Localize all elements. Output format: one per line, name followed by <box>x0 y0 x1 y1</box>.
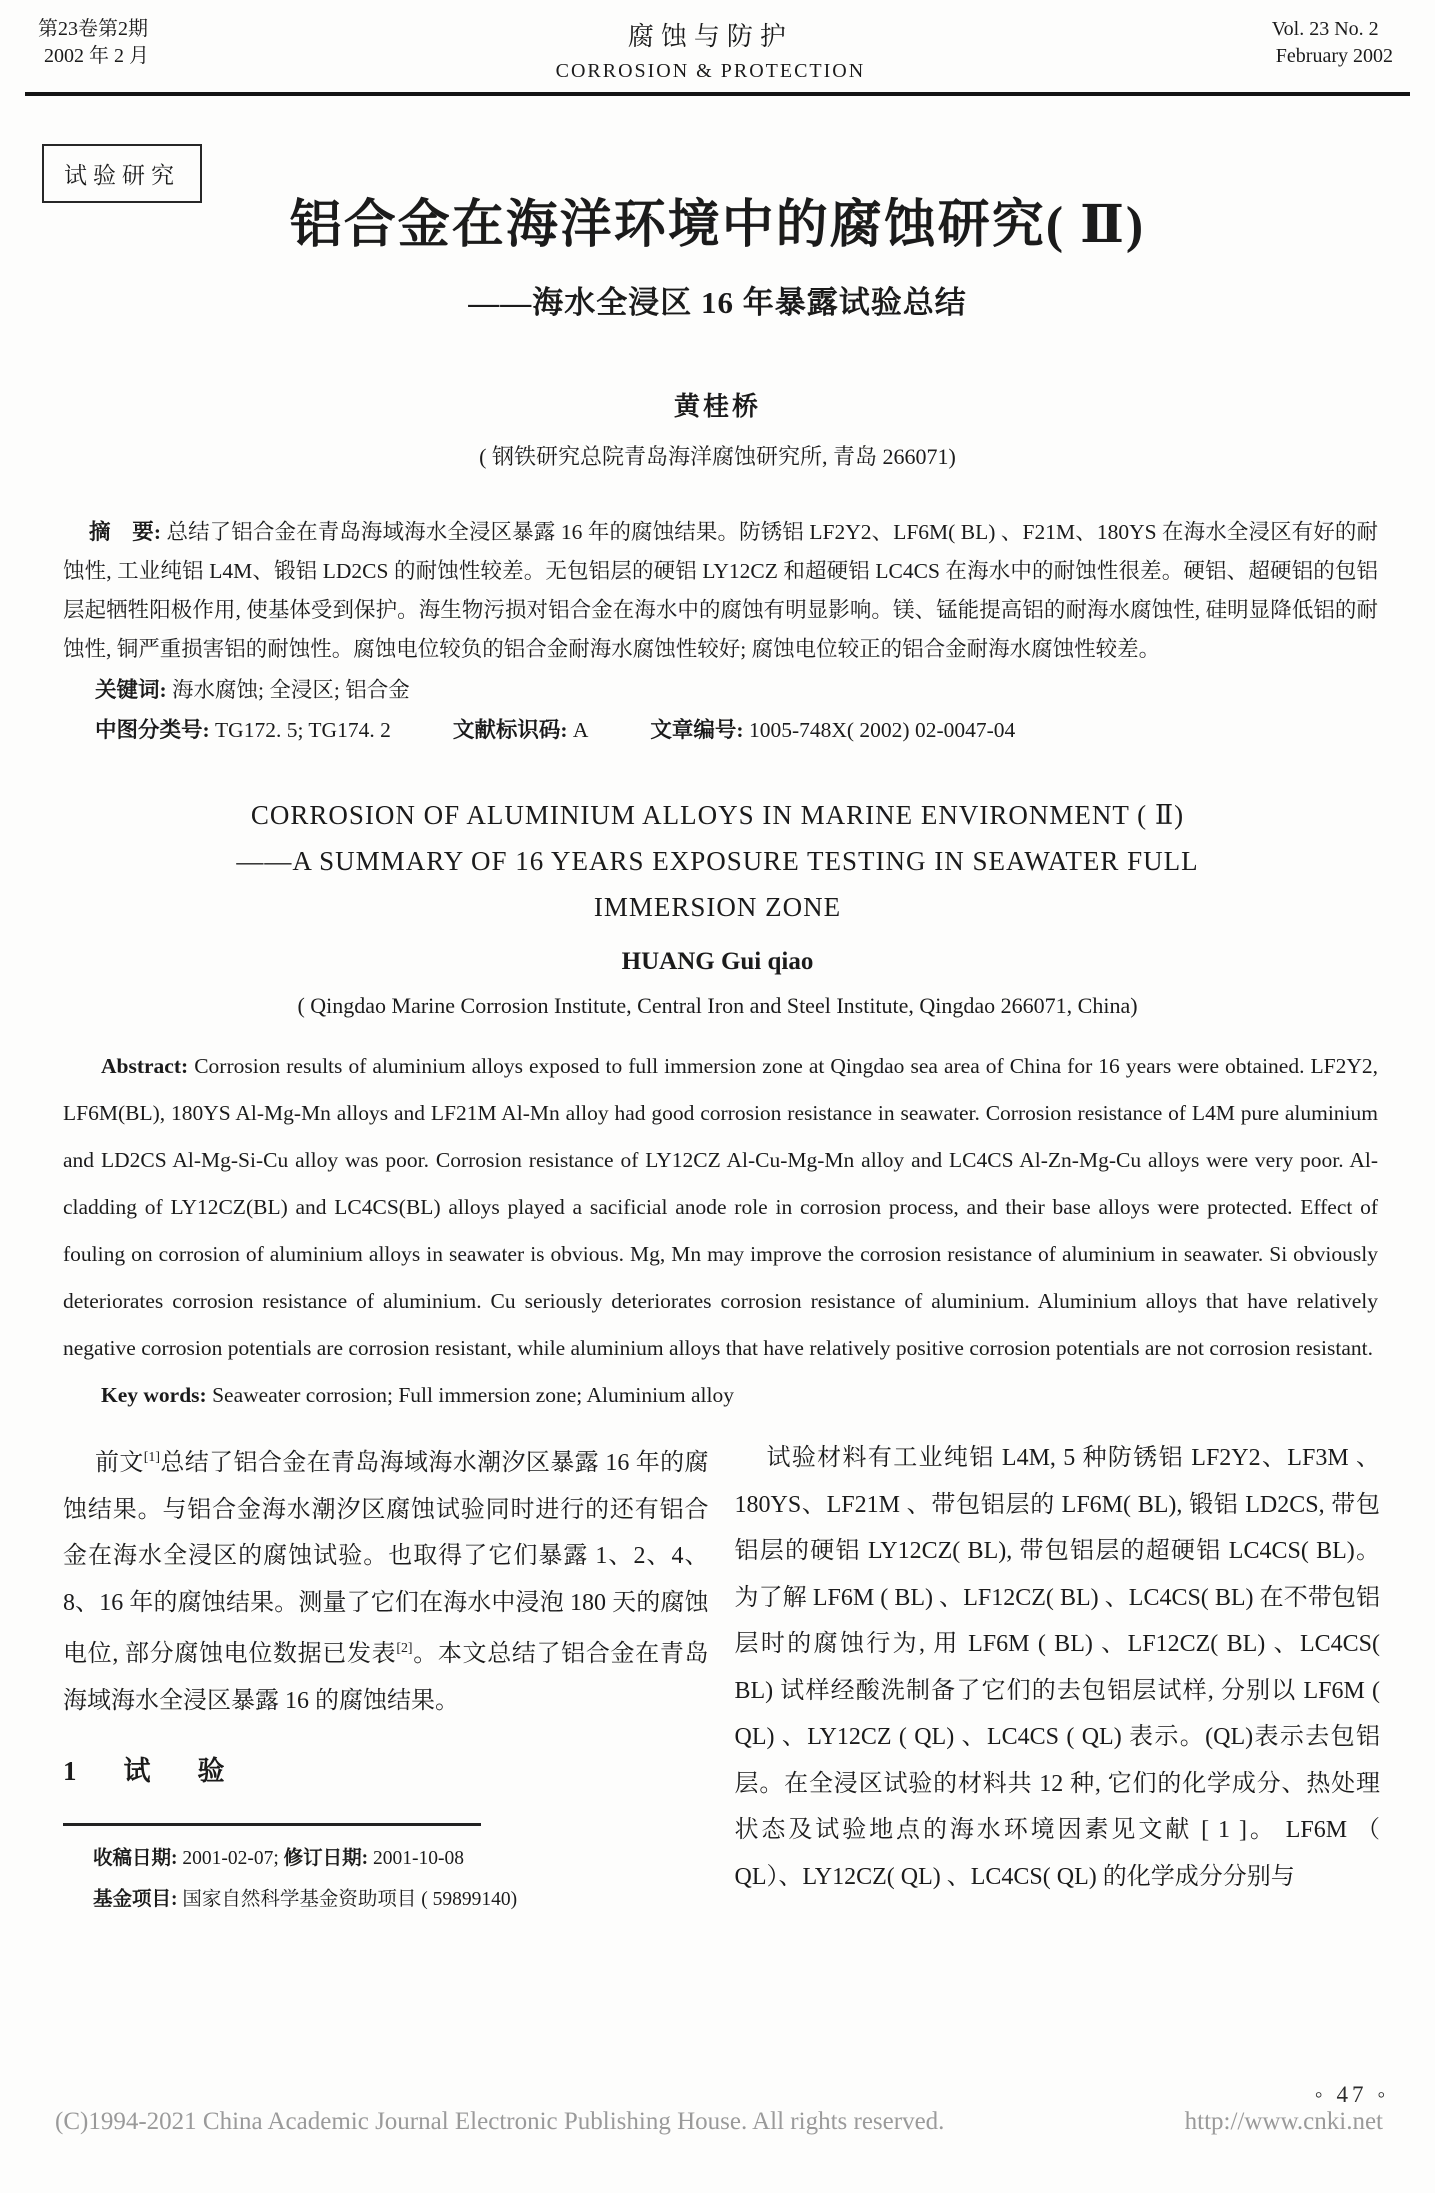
article-id-label: 文章编号: <box>650 718 749 742</box>
author-en: HUANG Gui qiao <box>621 948 814 975</box>
category-box <box>42 144 202 203</box>
right-column <box>735 1435 1381 1920</box>
copyright-url: http://www.cnki.net <box>1184 2108 1383 2135</box>
intro-paragraph <box>63 1435 709 1724</box>
keywords-cn-text: 海水腐蚀; 全浸区; 铝合金 <box>172 678 410 702</box>
keywords-en <box>63 1372 1378 1419</box>
revised-date: 2001-10-08 <box>373 1847 465 1869</box>
abstract-cn-text: 总结了铝合金在青岛海域海水全浸区暴露 16 年的腐蚀结果。防锈铝 LF2Y2、LF6M( BL) 、F21M、180YS 在海水全浸区有好的耐蚀性, 工业纯铝 L4M、锻铝 LD2CS 的耐蚀性较差。无包铝层的硬铝 LY12CZ 和超硬铝 LC4CS 在海水中的耐蚀性很差。硬铝、超硬铝的包铝层起牺牲阳极作用, 使基体受到保护。海生物污损对铝合金在海水中的腐蚀有明显影响。镁、锰能提高铝的耐海水腐蚀性, 硅明显降低铝的耐蚀性, 铜严重损害铝的耐蚀性。腐蚀电位较负的铝合金耐海水腐蚀性较好; 腐蚀电位较正的铝合金耐海水腐蚀性较差。 <box>63 520 1378 661</box>
citation-ref-2: [2] <box>396 1641 413 1656</box>
clc-value: TG172. 5; TG174. 2 <box>215 718 391 742</box>
title-block <box>0 96 1435 322</box>
keywords-cn <box>63 671 1378 710</box>
volume-issue-en: Vol. 23 No. 2 <box>1271 18 1379 40</box>
doc-code-label: 文献标识码: <box>452 718 573 742</box>
affiliation-cn: ( 钢铁研究总院青岛海洋腐蚀研究所, 青岛 266071) <box>479 444 956 469</box>
revised-label: 修订日期: <box>283 1847 374 1869</box>
intro-part1: 前文 <box>95 1450 144 1476</box>
journal-name-en: CORROSION & PROTECTION <box>555 60 866 82</box>
copyright-text: (C)1994-2021 China Academic Journal Electronic Publishing House. All rights reserved. <box>55 2108 945 2135</box>
affiliation-en: ( Qingdao Marine Corrosion Institute, Central Iron and Steel Institute, Qingdao 266071, China) <box>297 993 1138 1018</box>
article-title-cn: 铝合金在海洋环境中的腐蚀研究( Ⅱ) <box>289 197 1146 254</box>
keywords-cn-label: 关键词: <box>95 678 173 702</box>
citation-ref-1: [1] <box>143 1450 160 1465</box>
date-en: February 2002 <box>1275 45 1393 67</box>
intro-part2: 总结了铝合金在青岛海域海水潮汐区暴露 16 年的腐蚀结果。与铝合金海水潮汐区腐蚀试验同时进行的还有铝合金在海水全浸区的腐蚀试验。也取得了它们暴露 1、2、4、8、16 年的腐蚀结果。测量了它们在海水中浸泡 180 天的腐蚀电位, 部分腐蚀电位数据已发表 <box>63 1450 709 1667</box>
materials-paragraph: 试验材料有工业纯铝 L4M, 5 种防锈铝 LF2Y2、LF3M 、180YS、LF21M 、带包铝层的 LF6M( BL), 锻铝 LD2CS, 带包铝层的硬铝 LY12CZ( BL), 带包铝层的超硬铝 LC4CS( BL)。为了解 LF6M ( BL) 、LF12CZ( BL) 、LC4CS( BL) 在不带包铝层时的腐蚀行为, 用 LF6M ( BL) 、LF12CZ( BL) 、LC4CS( BL) 试样经酸洗制备了它们的去包铝层试样, 分别以 LF6M ( QL) 、LY12CZ ( QL) 、LC4CS ( QL) 表示。(QL)表示去包铝层。在全浸区试验的材料共 12 种, 它们的化学成分、热处理状态及试验地点的海水环境因素见文献 [ 1 ]。 LF6M （ QL）、LY12CZ( QL) 、LC4CS( QL) 的化学成分分别与 <box>734 1445 1380 1890</box>
copyright-bar <box>55 2108 1383 2136</box>
fund-label: 基金项目: <box>93 1888 183 1910</box>
footnote-dates <box>93 1838 709 1879</box>
clc-label: 中图分类号: <box>95 718 216 742</box>
abstract-cn-label: 摘 要: <box>89 520 167 544</box>
journal-masthead <box>0 0 1435 83</box>
body-columns <box>63 1435 1380 1920</box>
title-en-line1: CORROSION OF ALUMINIUM ALLOYS IN MARINE ENVIRONMENT ( Ⅱ) <box>250 800 1185 830</box>
abstract-en-label: Abstract: <box>101 1054 195 1078</box>
footnote-block <box>63 1838 709 1920</box>
keywords-en-text: Seaweater corrosion; Full immersion zone; Aluminium alloy <box>212 1383 734 1407</box>
masthead-center <box>556 16 866 83</box>
received-date: 2001-02-07; <box>182 1847 284 1869</box>
left-column <box>63 1435 709 1920</box>
classification-line <box>63 710 1378 750</box>
masthead-left <box>38 16 149 70</box>
intro-part3: 。本文总结了铝合金在青岛海域海水全浸区暴露 16 的腐蚀结果。 <box>63 1641 709 1714</box>
masthead-right <box>1272 16 1393 70</box>
page-number: ◦ 47 ◦ <box>1314 2082 1390 2107</box>
title-en-line2: ——A SUMMARY OF 16 YEARS EXPOSURE TESTING IN SEAWATER FULL <box>236 846 1199 876</box>
keywords-en-label: Key words: <box>101 1383 213 1407</box>
fund-text: 国家自然科学基金资助项目 ( 59899140) <box>182 1888 518 1910</box>
abstract-en <box>63 1043 1378 1372</box>
article-title-en <box>0 792 1435 930</box>
category-label: 试验研究 <box>64 163 180 188</box>
title-en-line3: IMMERSION ZONE <box>593 892 842 922</box>
abstract-en-text: Corrosion results of aluminium alloys exposed to full immersion zone at Qingdao sea area of China for 16 years were obtained. LF2Y2, LF6M(BL), 180YS Al-Mg-Mn alloys and LF21M Al-Mn alloy had good corrosion resistance in seawater. Corrosion resistance of L4M pure aluminium and LD2CS Al-Mg-Si-Cu alloy was poor. Corrosion resistance of LY12CZ Al-Cu-Mg-Mn alloy and LC4CS Al-Zn-Mg-Cu alloys were very poor. Al-cladding of LY12CZ(BL) and LC4CS(BL) alloys played a sacificial anode role in corrosion process, and their base alloys were protected. Effect of fouling on corrosion of aluminium alloys in seawater is obvious. Mg, Mn may improve the corrosion resistance of aluminium in seawater. Si obviously deteriorates corrosion resistance of aluminium. Cu seriously deteriorates corrosion resistance of aluminium. Aluminium alloys that have relatively negative corrosion potentials are corrosion resistant, while aluminium alloys that have relatively positive corrosion potentials are not corrosion resistant. <box>63 1054 1378 1360</box>
footnote-fund <box>93 1879 709 1920</box>
volume-issue-cn: 第23卷第2期 <box>38 18 148 40</box>
article-id-value: 1005-748X( 2002) 02-0047-04 <box>748 718 1016 742</box>
footnote-rule <box>63 1823 481 1826</box>
author-cn: 黄桂桥 <box>673 392 761 421</box>
received-label: 收稿日期: <box>93 1847 183 1869</box>
article-subtitle-cn: ——海水全浸区 16 年暴露试验总结 <box>468 285 967 320</box>
journal-name-cn: 腐蚀与防护 <box>627 22 793 51</box>
abstract-cn <box>63 513 1378 669</box>
section-1-heading: 1 试 验 <box>63 1756 235 1786</box>
doc-code-value: A <box>572 718 589 742</box>
date-cn: 2002 年 2 月 <box>44 45 149 67</box>
